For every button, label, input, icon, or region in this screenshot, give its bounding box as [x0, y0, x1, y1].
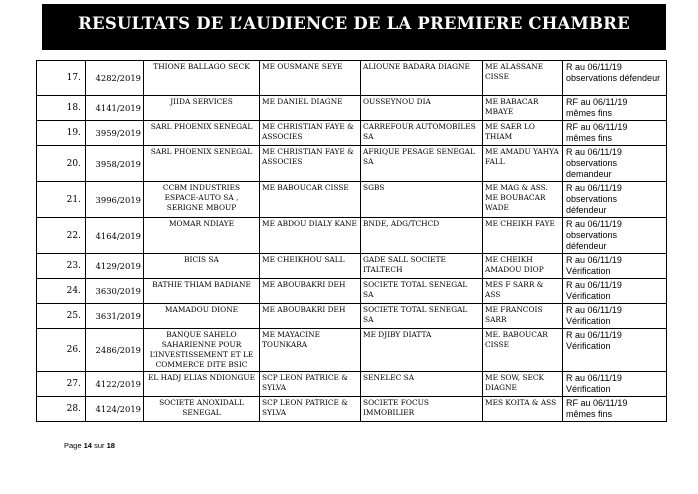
- decision-line: demandeur: [566, 169, 612, 179]
- plaintiff-cell: SARL PHOENIX SENEGAL: [144, 121, 260, 146]
- decision-line: RF au 06/11/19: [566, 122, 628, 132]
- table-row: [37, 254, 667, 279]
- row-number-cell: 23.: [37, 254, 86, 279]
- plaintiff-lawyer-cell: ME CHEIKHOU SALL: [260, 254, 361, 279]
- defendant-cell: AFRIQUE PESAGE SENEGAL SA: [361, 146, 483, 182]
- row-number-cell: 20.: [37, 146, 86, 182]
- decision-cell: [563, 182, 667, 218]
- decision-cell: [563, 61, 667, 96]
- table-row: [37, 182, 667, 218]
- plaintiff-lawyer-cell: ME ABDOU DIALY KANE: [260, 218, 361, 254]
- page-title-banner: [42, 4, 666, 50]
- decision-line: R au 06/11/19: [566, 62, 622, 72]
- defendant-lawyer-cell: ME SAER LO THIAM: [483, 121, 563, 146]
- row-number-cell: 17.: [37, 61, 86, 96]
- plaintiff-cell: BANQUE SAHELO SAHARIENNE POUR L’INVESTISSEMENT ET LE COMMERCE DITE BSIC: [144, 329, 260, 372]
- plaintiff-cell: MAMADOU DIONE: [144, 304, 260, 329]
- defendant-cell: SENELEC SA: [361, 372, 483, 397]
- decision-line: observations défendeur: [566, 73, 661, 83]
- case-number-cell: 2486/2019: [86, 329, 144, 372]
- defendant-lawyer-cell: ME MAG & ASS. ME BOUBACAR WADE: [483, 182, 563, 218]
- plaintiff-lawyer-cell: ME CHRISTIAN FAYE & ASSOCIES: [260, 146, 361, 182]
- decision-cell: [563, 254, 667, 279]
- table-row: [37, 304, 667, 329]
- plaintiff-cell: BICIS SA: [144, 254, 260, 279]
- table-row: [37, 279, 667, 304]
- case-number-cell: 4282/2019: [86, 61, 144, 96]
- table-row: [37, 61, 667, 96]
- decision-line: Vérification: [566, 291, 611, 301]
- case-number-cell: 4141/2019: [86, 96, 144, 121]
- defendant-lawyer-cell: MES F SARR & ASS: [483, 279, 563, 304]
- case-number-cell: 3630/2019: [86, 279, 144, 304]
- case-number-cell: 3958/2019: [86, 146, 144, 182]
- decision-line: R au 06/11/19: [566, 147, 622, 157]
- decision-line: R au 06/11/19: [566, 255, 622, 265]
- defendant-cell: SOCIETE FOCUS IMMOBILIER: [361, 397, 483, 422]
- table-row: [37, 372, 667, 397]
- plaintiff-lawyer-cell: ME ABOUBAKRI DEH: [260, 304, 361, 329]
- plaintiff-cell: SARL PHOENIX SENEGAL: [144, 146, 260, 182]
- decision-line: R au 06/11/19: [566, 280, 622, 290]
- table-row: [37, 96, 667, 121]
- table-row: [37, 329, 667, 372]
- plaintiff-lawyer-cell: ME ABOUBAKRI DEH: [260, 279, 361, 304]
- case-number-cell: 4129/2019: [86, 254, 144, 279]
- decision-cell: [563, 96, 667, 121]
- defendant-cell: SOCIETE TOTAL SENEGAL SA: [361, 304, 483, 329]
- defendant-lawyer-cell: ME SOW, SECK DIAGNE: [483, 372, 563, 397]
- defendant-lawyer-cell: ME. BABOUCAR CISSE: [483, 329, 563, 372]
- decision-line: Vérification: [566, 316, 611, 326]
- row-number-cell: 24.: [37, 279, 86, 304]
- decision-line: RF au 06/11/19: [566, 97, 628, 107]
- decision-line: mêmes fins: [566, 133, 613, 143]
- table-row: [37, 218, 667, 254]
- defendant-cell: GADE SALL SOCIETE ITALTECH: [361, 254, 483, 279]
- decision-cell: [563, 146, 667, 182]
- row-number-cell: 19.: [37, 121, 86, 146]
- decision-line: défendeur: [566, 205, 607, 215]
- decision-line: observations: [566, 194, 618, 204]
- defendant-lawyer-cell: ME FRANCOIS SARR: [483, 304, 563, 329]
- defendant-lawyer-cell: ME CHEIKH FAYE: [483, 218, 563, 254]
- defendant-lawyer-cell: ME AMADU YAHYA FALL: [483, 146, 563, 182]
- plaintiff-cell: BATHIE THIAM BADIANE: [144, 279, 260, 304]
- decision-line: observations: [566, 158, 618, 168]
- decision-line: Vérification: [566, 384, 611, 394]
- row-number-cell: 26.: [37, 329, 86, 372]
- case-number-cell: 4122/2019: [86, 372, 144, 397]
- case-number-cell: 3631/2019: [86, 304, 144, 329]
- row-number-cell: 18.: [37, 96, 86, 121]
- plaintiff-lawyer-cell: ME DANIEL DIAGNE: [260, 96, 361, 121]
- plaintiff-cell: JIIDA SERVICES: [144, 96, 260, 121]
- row-number-cell: 22.: [37, 218, 86, 254]
- decision-line: R au 06/11/19: [566, 330, 622, 340]
- plaintiff-lawyer-cell: ME OUSMANE SEYE: [260, 61, 361, 96]
- plaintiff-cell: SOCIETE ANOXIDALL SENEGAL: [144, 397, 260, 422]
- decision-line: défendeur: [566, 241, 607, 251]
- defendant-cell: OUSSEYNOU DIA: [361, 96, 483, 121]
- table-row: [37, 121, 667, 146]
- decision-line: mêmes fins: [566, 108, 613, 118]
- row-number-cell: 25.: [37, 304, 86, 329]
- decision-cell: [563, 372, 667, 397]
- defendant-cell: BNDE, ADG/TCHCD: [361, 218, 483, 254]
- plaintiff-cell: MOMAR NDIAYE: [144, 218, 260, 254]
- defendant-cell: ALIOUNE BADARA DIAGNE: [361, 61, 483, 96]
- defendant-cell: SGBS: [361, 182, 483, 218]
- defendant-lawyer-cell: ME BABACAR MBAYE: [483, 96, 563, 121]
- results-table: [36, 60, 667, 422]
- plaintiff-lawyer-cell: SCP LEON PATRICE & SYLVA: [260, 397, 361, 422]
- decision-cell: [563, 397, 667, 422]
- decision-cell: [563, 329, 667, 372]
- case-number-cell: 4124/2019: [86, 397, 144, 422]
- plaintiff-cell: CCBM INDUSTRIES ESPACE-AUTO SA , SERIGNE MBOUP: [144, 182, 260, 218]
- decision-line: R au 06/11/19: [566, 373, 622, 383]
- case-number-cell: 4164/2019: [86, 218, 144, 254]
- decision-cell: [563, 279, 667, 304]
- decision-cell: [563, 218, 667, 254]
- decision-line: RF au 06/11/19: [566, 398, 628, 408]
- case-number-cell: 3959/2019: [86, 121, 144, 146]
- defendant-lawyer-cell: MES KOITA & ASS: [483, 397, 563, 422]
- decision-line: observations: [566, 230, 618, 240]
- defendant-cell: ME DJIBY DIATTA: [361, 329, 483, 372]
- plaintiff-lawyer-cell: SCP LEON PATRICE & SYLVA: [260, 372, 361, 397]
- decision-line: R au 06/11/19: [566, 183, 622, 193]
- decision-cell: [563, 121, 667, 146]
- row-number-cell: 28.: [37, 397, 86, 422]
- plaintiff-cell: THIONE BALLAGO SECK: [144, 61, 260, 96]
- decision-line: Vérification: [566, 266, 611, 276]
- table-row: [37, 397, 667, 422]
- plaintiff-cell: EL HADJ ELIAS NDIONGUE: [144, 372, 260, 397]
- defendant-lawyer-cell: ME ALASSANE CISSE: [483, 61, 563, 96]
- plaintiff-lawyer-cell: ME BABOUCAR CISSE: [260, 182, 361, 218]
- plaintiff-lawyer-cell: ME CHRISTIAN FAYE & ASSOCIES: [260, 121, 361, 146]
- plaintiff-lawyer-cell: ME MAYACINE TOUNKARA: [260, 329, 361, 372]
- decision-cell: [563, 304, 667, 329]
- page-footer: Page 14 sur 18: [64, 441, 115, 450]
- case-number-cell: 3996/2019: [86, 182, 144, 218]
- decision-line: R au 06/11/19: [566, 305, 622, 315]
- defendant-cell: CARREFOUR AUTOMOBILES SA: [361, 121, 483, 146]
- page-title: RESULTATS DE L’AUDIENCE DE LA PREMIERE CHAMBRE: [78, 14, 630, 33]
- table-row: [37, 146, 667, 182]
- row-number-cell: 27.: [37, 372, 86, 397]
- row-number-cell: 21.: [37, 182, 86, 218]
- defendant-cell: SOCIETE TOTAL SENEGAL SA: [361, 279, 483, 304]
- decision-line: Vérification: [566, 341, 611, 351]
- defendant-lawyer-cell: ME CHEIKH AMADOU DIOP: [483, 254, 563, 279]
- decision-line: R au 06/11/19: [566, 219, 622, 229]
- decision-line: mêmes fins: [566, 409, 613, 419]
